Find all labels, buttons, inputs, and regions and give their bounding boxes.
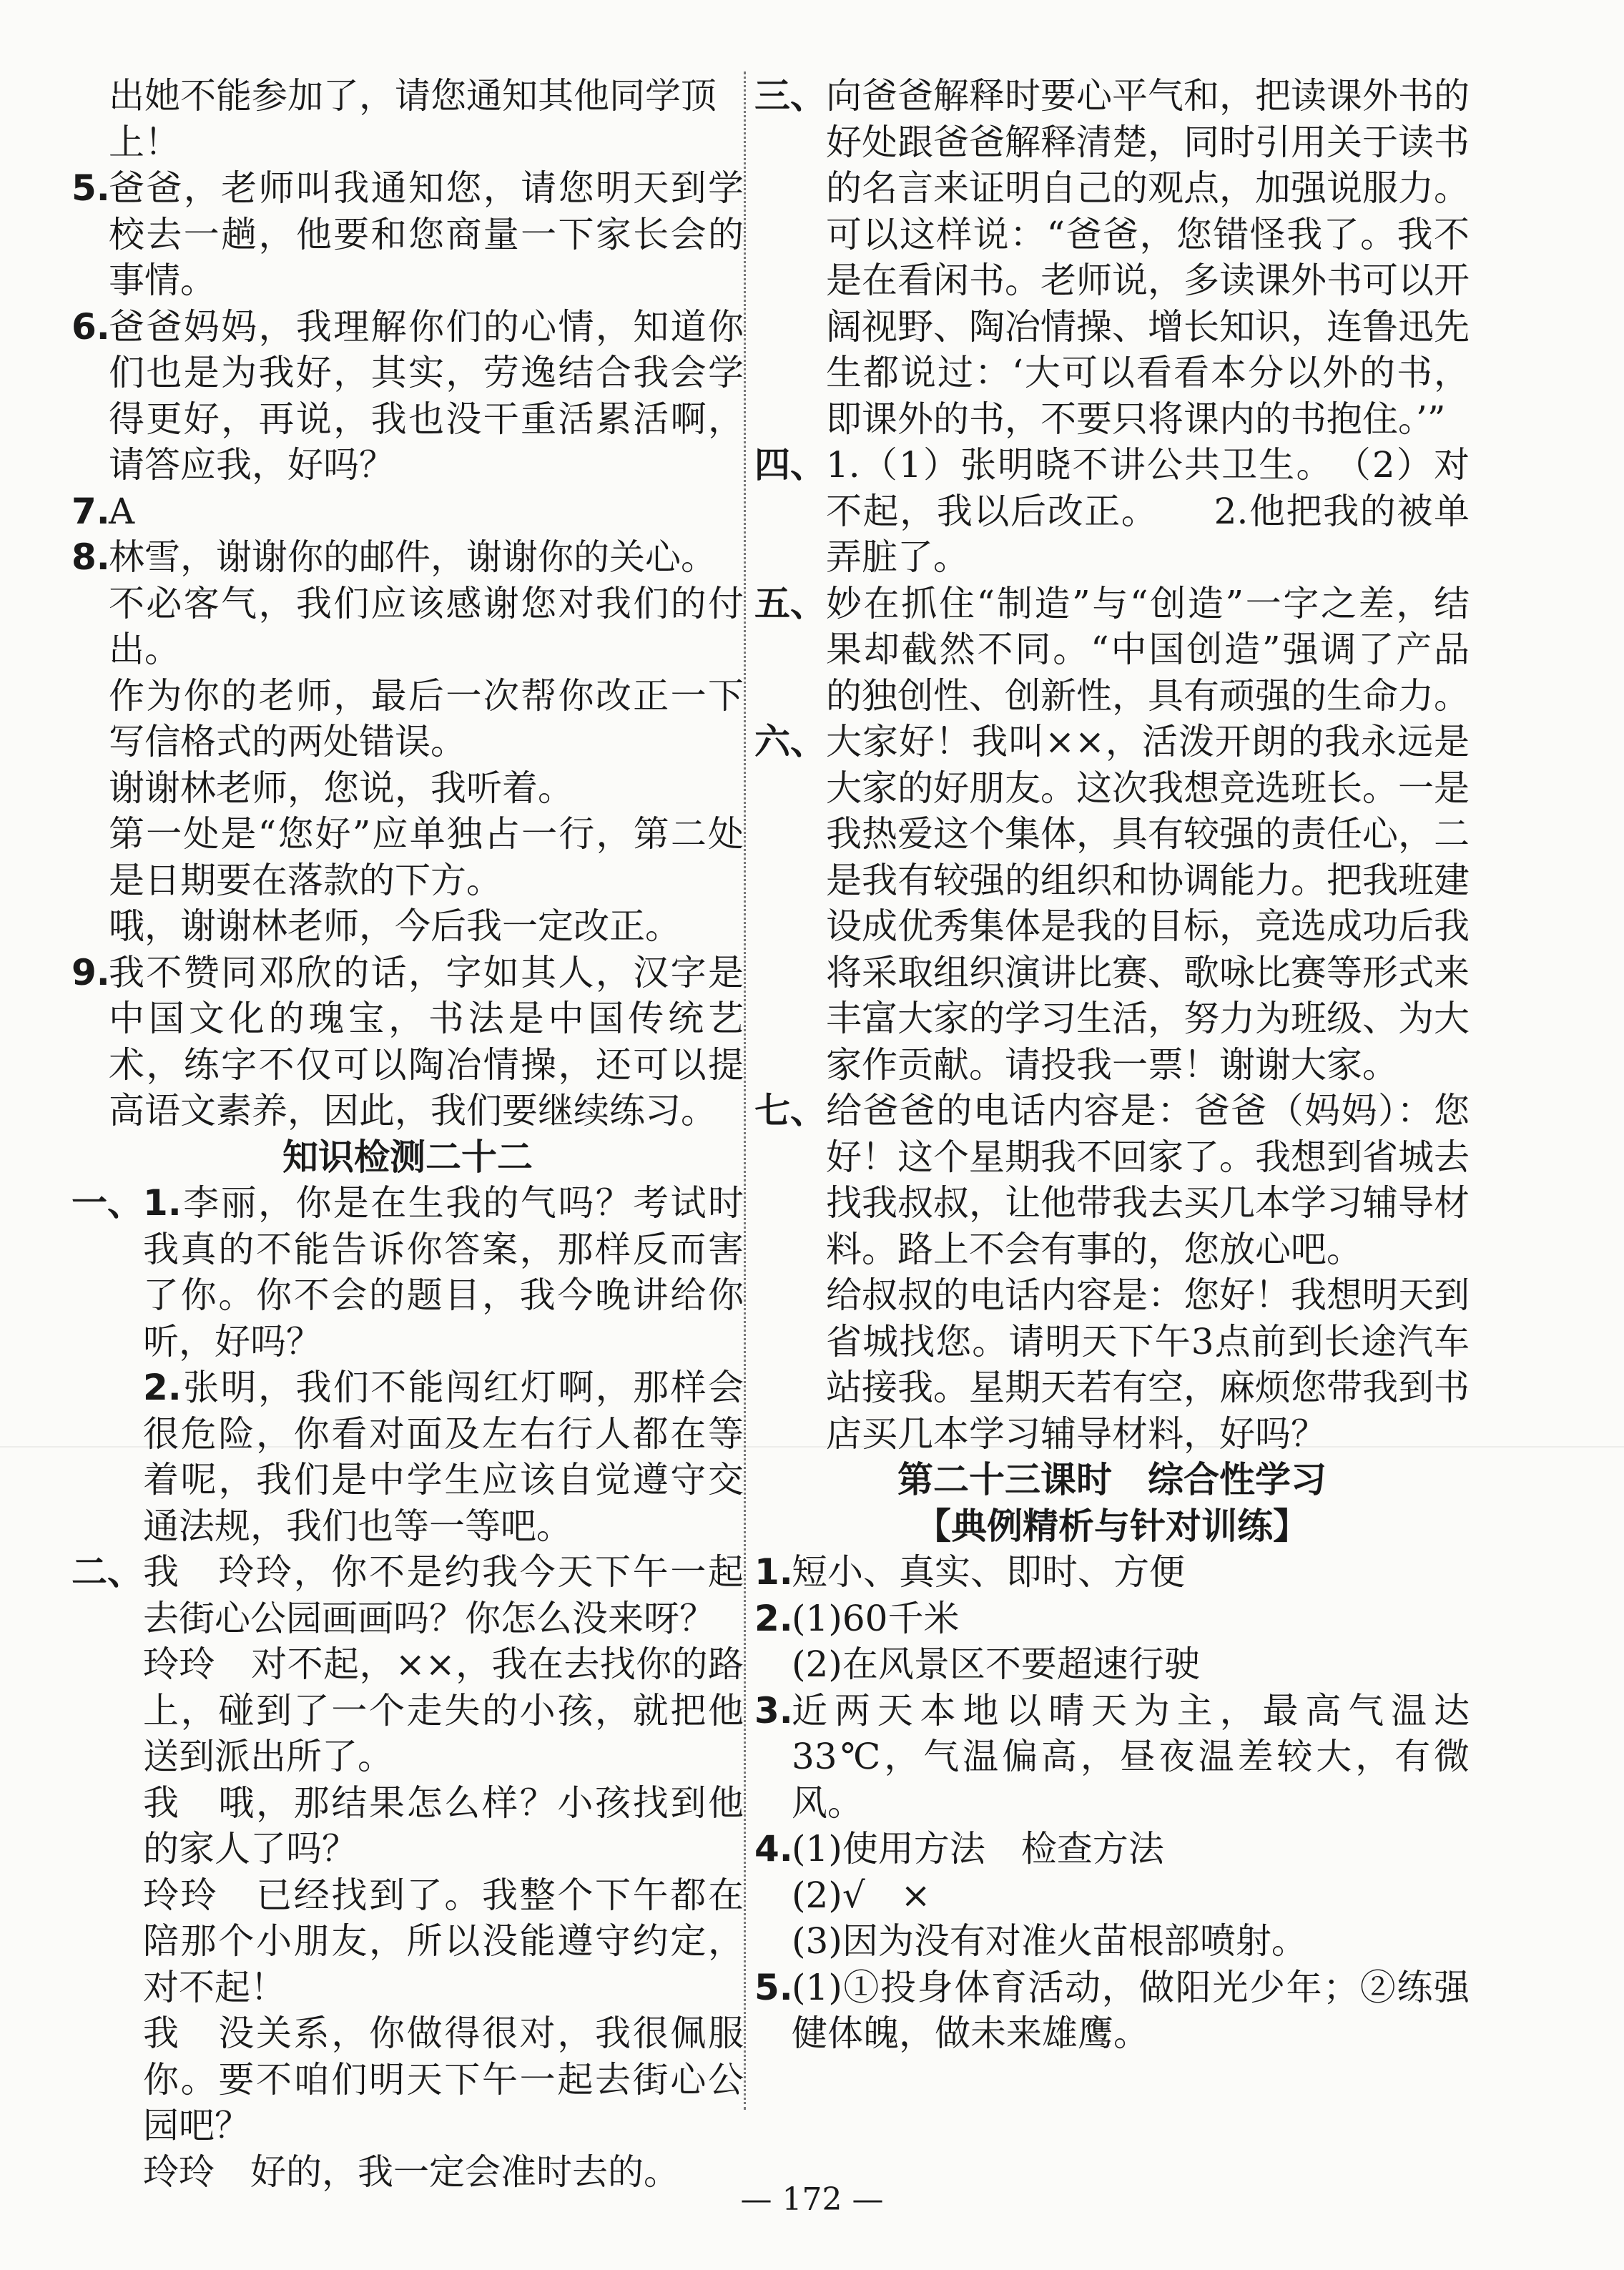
phone-message-uncle: 给叔叔的电话内容是：您好！我想明天到省城找您。请明天下午3点前到长途汽车站接我。星期天若有空，麻烦您带我到书店买几本学习辅导材料，好吗？ — [826, 1274, 1470, 1455]
item-text: 我不赞同邓欣的话，字如其人，汉字是中国文化的瑰宝，书法是中国传统艺术，练字不仅可以陶冶情操，还可以提高语文素养，因此，我们要继续练习。 — [109, 951, 744, 1131]
section-number: 四、 — [754, 443, 826, 486]
section-number: 三、 — [754, 74, 826, 117]
dialogue — [143, 1549, 744, 2195]
section-number: 七、 — [754, 1089, 826, 1131]
item-number: 3. — [754, 1689, 793, 1731]
dialogue-line: 谢谢林老师，您说，我听着。 — [109, 767, 574, 809]
answer-item-6 — [72, 304, 744, 488]
item-text: A — [109, 490, 135, 532]
item-line: (3)因为没有对准火苗根部喷射。 — [792, 1920, 1307, 1962]
section-number: 六、 — [754, 720, 826, 762]
lesson-heading: 第二十三课时 综合性学习 — [897, 1458, 1327, 1500]
dialogue-line: 第一处是“您好”应单独占一行，第二处是日期要在落款的下方。 — [109, 813, 744, 901]
dialogue-line: 玲玲 对不起，××，我在去找你的路上，碰到了一个走失的小孩，就把他送到派出所了。 — [143, 1643, 744, 1777]
phone-message-dad: 给爸爸的电话内容是：爸爸（妈妈）：您好！这个星期我不回家了。我想到省城去找我叔叔，让他带我去买几本学习辅导材料。路上不会有事的，您放心吧。 — [826, 1090, 1470, 1270]
section-text: 1.（1）张明晓不讲公共卫生。 （2）对不起，我以后改正。 2.他把我的被单弄脏了。 — [826, 444, 1470, 578]
answer-item-7 — [72, 488, 744, 535]
answer-item-8 — [72, 534, 744, 950]
dialogue-line: 玲玲 好的，我一定会准时去的。 — [143, 2151, 679, 2193]
section-number: 二、 — [72, 1551, 143, 1593]
section-7 — [754, 1088, 1470, 1457]
answer-q3 — [754, 1688, 1470, 1827]
item-number: 5. — [72, 167, 110, 209]
answer-item-5 — [72, 165, 744, 304]
item-line: (2)在风景区不要超速行驶 — [792, 1643, 1200, 1685]
dialogue-line: 不必客气，我们应该感谢您对我们的付出。 — [109, 582, 744, 670]
section-2 — [72, 1549, 744, 2195]
item-number: 6. — [72, 305, 110, 348]
dialogue-line: 我 没关系，你做得很对，我很佩服你。要不咱们明天下午一起去街心公园吧？ — [143, 2013, 744, 2146]
left-column — [72, 73, 744, 2195]
section-text: 大家好！我叫××，活泼开朗的我永远是大家的好朋友。这次我想竞选班长。一是我热爱这个集体，具有较强的责任心，二是我有较强的组织和协调能力。把我班建设成优秀集体是我的目标，竞选成功后我将采取组织演讲比赛、歌咏比赛等形式来丰富大家的学习生活，努力为班级、为大家作贡献。请投我一票！谢谢大家。 — [826, 721, 1470, 1086]
item-number: 8. — [72, 536, 110, 578]
item-number: 1. — [754, 1551, 793, 1593]
item-number: 5. — [754, 1966, 793, 2008]
item-line: (1)使用方法 检查方法 — [792, 1828, 1164, 1869]
section-number: 一、 — [72, 1181, 143, 1224]
section-heading: 知识检测二十二 — [282, 1135, 533, 1178]
item-dialogue — [109, 534, 744, 950]
lesson-subheading: 【典例精析与针对训练】 — [915, 1504, 1309, 1547]
column-divider — [744, 72, 746, 2110]
sub-text: 李丽，你是在生我的气吗？考试时我真的不能告诉你答案，那样反而害了你。你不会的题目，我今晚讲给你听，好吗？ — [143, 1182, 744, 1362]
page-number: — 172 — — [740, 2181, 884, 2218]
item-text: 爸爸，老师叫我通知您，请您明天到学校去一趟，他要和您商量一下家长会的事情。 — [109, 167, 744, 301]
continued-paragraph: 出她不能参加了，请您通知其他同学顶上！ — [109, 75, 717, 163]
sub-number: 2. — [143, 1367, 182, 1408]
section-3 — [754, 73, 1470, 442]
dialogue-line: 我 哦，那结果怎么样？小孩找到他的家人了吗？ — [143, 1782, 744, 1869]
answer-q5 — [754, 1965, 1470, 2057]
dialogue-line: 作为你的老师，最后一次帮你改正一下写信格式的两处错误。 — [109, 674, 744, 762]
item-text: 近两天本地以晴天为主，最高气温达33℃，气温偏高，昼夜温差较大，有微风。 — [792, 1689, 1470, 1824]
answer-q1 — [754, 1549, 1470, 1596]
item-text: (1)①投身体育活动，做阳光少年；②练强健体魄，做未来雄鹰。 — [792, 1966, 1470, 2054]
section-5 — [754, 581, 1470, 719]
section-6 — [754, 719, 1470, 1088]
answer-q2 — [754, 1596, 1470, 1688]
section-1 — [72, 1180, 744, 1549]
answer-q4 — [754, 1826, 1470, 1965]
section-text: 妙在抓住“制造”与“创造”一字之差，结果却截然不同。“中国创造”强调了产品的独创性、创新性，具有顽强的生命力。 — [826, 582, 1470, 717]
section-text: 向爸爸解释时要心平气和，把读课外书的好处跟爸爸解释清楚，同时引用关于读书的名言来证明自己的观点，加强说服力。可以这样说：“爸爸，您错怪我了。我不是在看闲书。老师说，多读课外书可以开阔视野、陶冶情操、增长知识，连鲁迅先生都说过：‘大可以看看本分以外的书，即课外的书，不要只将课内的书抱住。’” — [826, 75, 1470, 440]
sub-answer — [143, 1365, 744, 1549]
item-number: 7. — [72, 490, 110, 532]
dialogue-line: 玲玲 已经找到了。我整个下午都在陪那个小朋友，所以没能遵守约定，对不起！ — [143, 1874, 744, 2008]
item-number: 9. — [72, 951, 110, 993]
sub-number: 1. — [143, 1182, 182, 1224]
sub-answer — [143, 1180, 744, 1365]
sub-text: 张明，我们不能闯红灯啊，那样会很危险，你看对面及左右行人都在等着呢，我们是中学生应该自觉遵守交通法规，我们也等一等吧。 — [143, 1367, 744, 1547]
item-number: 4. — [754, 1828, 793, 1869]
item-number: 2. — [754, 1597, 793, 1639]
item-line: (1)60千米 — [792, 1597, 960, 1639]
item-text: 短小、真实、即时、方便 — [792, 1551, 1185, 1593]
section-4 — [754, 442, 1470, 581]
item-line: (2)√ × — [792, 1874, 931, 1916]
right-column — [754, 73, 1470, 2057]
item-text: 爸爸妈妈，我理解你们的心情，知道你们也是为我好，其实，劳逸结合我会学得更好，再说，我也没干重活累活啊，请答应我，好吗？ — [109, 305, 744, 486]
dialogue-line: 林雪，谢谢你的邮件，谢谢你的关心。 — [109, 536, 717, 578]
answer-item-9 — [72, 950, 744, 1134]
dialogue-line: 我 玲玲，你不是约我今天下午一起去街心公园画画吗？你怎么没来呀？ — [143, 1551, 744, 1639]
dialogue-line: 哦，谢谢林老师，今后我一定改正。 — [109, 905, 681, 947]
section-number: 五、 — [754, 581, 826, 624]
